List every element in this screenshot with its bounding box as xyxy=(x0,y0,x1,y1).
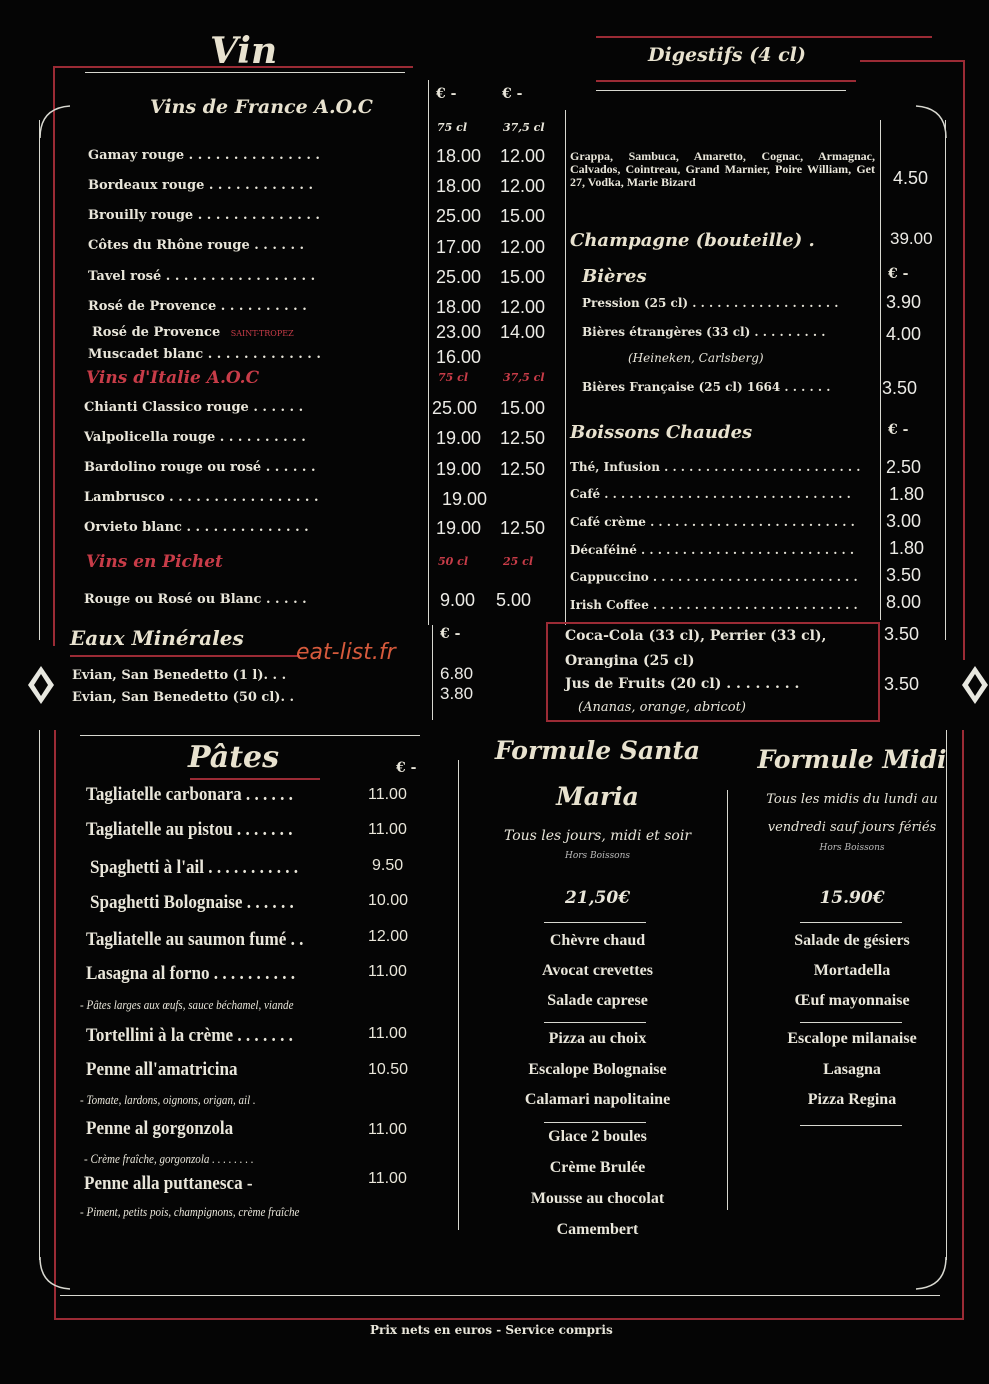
biere-name: Pression (25 cl) . . . . . . . . . . . . . . . . . . xyxy=(582,296,839,310)
diamond-ornament-icon xyxy=(26,664,56,706)
formule-midi-entree: Mortadella xyxy=(813,962,891,979)
pate-name: Tortellini à la crème . . . . . . . xyxy=(86,1025,293,1046)
biere-note: (Heineken, Carlsberg) xyxy=(628,351,764,365)
champagne-title: Champagne (bouteille) . xyxy=(570,230,815,251)
wine-name: Chianti Classico rouge . . . . . . xyxy=(84,400,304,415)
formule-santa-subtitle: Tous les jours, midi et soir xyxy=(503,828,692,844)
formule-santa-price: 21,50€ xyxy=(564,888,631,908)
softs-line1: Coca-Cola (33 cl), Perrier (33 cl), xyxy=(565,628,827,644)
formule-santa-entree: Chèvre chaud xyxy=(549,932,646,949)
pate-description: - Tomate, lardons, oignons, origan, ail . xyxy=(80,1092,256,1107)
wine-price-37: 15.00 xyxy=(500,398,546,418)
pichet-col-50: 50 cl xyxy=(438,555,469,568)
pate-description: - Crème fraîche, gorgonzola . . . . . . . . xyxy=(84,1151,254,1166)
chaude-price: 3.50 xyxy=(886,565,922,585)
bieres-currency: € - xyxy=(888,266,909,282)
formule-midi-plat: Escalope milanaise xyxy=(787,1030,917,1047)
pate-price: 11.00 xyxy=(368,1170,407,1187)
pate-name: Penne alla puttanesca - xyxy=(84,1173,253,1194)
softs-line3: Jus de Fruits (20 cl) . . . . . . . . xyxy=(565,676,800,692)
formule-santa-dessert: Camembert xyxy=(556,1221,639,1238)
wine-price-37: 12.00 xyxy=(500,146,546,166)
eau-price: 3.80 xyxy=(440,684,474,703)
pate-price: 11.00 xyxy=(368,1025,407,1042)
pate-description: - Piment, petits pois, champignons, crème fraîche xyxy=(80,1204,300,1219)
chaude-name: Thé, Infusion . . . . . . . . . . . . . . . . . . . . . . . . xyxy=(570,460,861,474)
wine-price-75: 18.00 xyxy=(436,146,482,166)
wine-price-75: 23.00 xyxy=(436,322,482,342)
wine-name: Tavel rosé . . . . . . . . . . . . . . . . . xyxy=(88,269,316,284)
wine-price-37: 12.00 xyxy=(500,297,546,317)
pate-price: 11.00 xyxy=(368,1121,407,1138)
wine-price-75: 16.00 xyxy=(436,347,482,367)
wine-price-37: 15.00 xyxy=(500,267,546,287)
chaude-price: 2.50 xyxy=(886,457,922,477)
wine-name: Muscadet blanc . . . . . . . . . . . . . xyxy=(88,347,321,362)
pate-name: Penne al gorgonzola xyxy=(86,1118,234,1139)
corner-flourish-icon xyxy=(912,100,952,140)
wine-price-75: 18.00 xyxy=(436,176,482,196)
chaude-name: Café crème . . . . . . . . . . . . . . . . . . . . . . . . . xyxy=(570,515,855,529)
pate-price: 11.00 xyxy=(368,963,407,980)
formule-midi-subtitle-2: vendredi sauf jours fériés xyxy=(767,820,937,835)
italie-title: Vins d'Italie A.O.C xyxy=(86,368,260,388)
pate-price: 12.00 xyxy=(368,928,409,945)
chaude-name: Irish Coffee . . . . . . . . . . . . . . . . . . . . . . . . . xyxy=(570,598,858,612)
wine-price-75: 17.00 xyxy=(436,237,482,257)
biere-name: Bières étrangères (33 cl) . . . . . . . . . xyxy=(582,325,826,339)
wine-name: Valpolicella rouge . . . . . . . . . . xyxy=(84,430,306,445)
chaude-price: 1.80 xyxy=(889,538,925,558)
pate-name: Tagliatelle au saumon fumé . . xyxy=(86,929,304,950)
france-title: Vins de France A.O.C xyxy=(150,96,373,118)
formule-santa-plat: Calamari napolitaine xyxy=(524,1091,671,1108)
chaudes-title: Boissons Chaudes xyxy=(570,422,753,443)
pate-name: Lasagna al forno . . . . . . . . . . xyxy=(86,963,296,984)
formule-midi-subtitle-1: Tous les midis du lundi au xyxy=(766,792,938,807)
watermark: eat-list.fr xyxy=(296,640,396,665)
wine-price-37: 14.00 xyxy=(500,322,546,342)
formule-santa-title-1: Formule Santa xyxy=(494,736,701,765)
wine-price-75: 19.00 xyxy=(436,428,482,448)
pate-description: - Pâtes larges aux œufs, sauce béchamel, viande xyxy=(80,997,294,1012)
wine-price-75: 25.00 xyxy=(432,398,478,418)
wine-price-37: 12.00 xyxy=(500,176,546,196)
wine-price-75: 18.00 xyxy=(436,297,482,317)
wine-name-suffix: SAINT-TROPEZ xyxy=(230,329,294,338)
biere-price: 4.00 xyxy=(886,324,922,344)
footer-note: Prix nets en euros - Service compris xyxy=(370,1323,613,1337)
formule-santa-dessert: Glace 2 boules xyxy=(548,1128,647,1145)
chaude-name: Décaféiné . . . . . . . . . . . . . . . . . . . . . . . . . . xyxy=(570,543,855,557)
pates-currency: € - xyxy=(396,760,417,776)
eaux-currency: € - xyxy=(440,626,461,642)
wine-name xyxy=(92,325,294,340)
wine-price-75: 25.00 xyxy=(436,206,482,226)
wine-price-75: 25.00 xyxy=(436,267,482,287)
col-75: 75 cl xyxy=(437,121,468,134)
wine-name: Bordeaux rouge . . . . . . . . . . . . xyxy=(88,178,313,193)
formule-midi-entree: Salade de gésiers xyxy=(794,932,910,949)
pates-title: Pâtes xyxy=(188,740,280,775)
wine-price-37: 15.00 xyxy=(500,206,546,226)
formule-santa-entree: Avocat crevettes xyxy=(542,962,653,979)
wine-name: Côtes du Rhône rouge . . . . . . xyxy=(88,238,305,253)
corner-flourish-icon xyxy=(36,1255,76,1295)
formule-midi-price: 15.90€ xyxy=(819,888,885,908)
wine-name: Bardolino rouge ou rosé . . . . . . xyxy=(84,460,316,475)
formule-santa-plat: Pizza au choix xyxy=(548,1030,647,1047)
col-37: 37,5 cl xyxy=(503,121,545,134)
formule-santa-dessert: Mousse au chocolat xyxy=(530,1190,665,1207)
chaudes-currency: € - xyxy=(888,422,909,438)
chaude-name: Cappuccino . . . . . . . . . . . . . . . . . . . . . . . . . xyxy=(570,570,858,584)
italie-col-75: 75 cl xyxy=(438,371,469,384)
diamond-ornament-icon xyxy=(960,664,989,706)
wine-price-37: 12.00 xyxy=(500,237,546,257)
wine-price-75: 19.00 xyxy=(436,459,482,479)
formule-santa-dessert: Crème Brulée xyxy=(549,1159,646,1176)
pichet-name: Rouge ou Rosé ou Blanc . . . . . xyxy=(84,592,307,607)
wine-price-37: 12.50 xyxy=(500,428,546,448)
wine-name-text: Rosé de Provence xyxy=(92,325,221,340)
pate-price: 10.00 xyxy=(368,892,409,909)
formule-santa-hors: Hors Boissons xyxy=(564,851,631,861)
softs-line3-price: 3.50 xyxy=(884,674,920,694)
wine-name: Brouilly rouge . . . . . . . . . . . . . . xyxy=(88,208,320,223)
wine-price-37: 12.50 xyxy=(500,459,546,479)
eau-name: Evian, San Benedetto (1 l). . . xyxy=(72,668,287,683)
pate-name: Penne all'amatricina xyxy=(86,1059,238,1080)
pate-name: Spaghetti Bolognaise . . . . . . xyxy=(90,892,294,913)
digestifs-text: Grappa, Sambuca, Amaretto, Cognac, Armagnac, Calvados, Cointreau, Grand Marnier, Poire William, Get 27, Vodka, Marie Bizard xyxy=(570,149,875,189)
formule-midi-plat: Pizza Regina xyxy=(807,1091,897,1108)
champagne-price: 39.00 xyxy=(890,229,933,248)
pichet-title: Vins en Pichet xyxy=(86,552,223,572)
biere-name: Bières Française (25 cl) 1664 . . . . . . xyxy=(582,380,831,394)
eaux-title: Eaux Minérales xyxy=(70,626,244,650)
chaude-price: 8.00 xyxy=(886,592,922,612)
pate-name: Spaghetti à l'ail . . . . . . . . . . . xyxy=(90,857,299,878)
bieres-title: Bières xyxy=(582,266,647,287)
chaude-name: Café . . . . . . . . . . . . . . . . . . . . . . . . . . . . . . xyxy=(570,487,851,501)
italie-col-37: 37,5 cl xyxy=(503,371,545,384)
softs-line1-price: 3.50 xyxy=(884,624,920,644)
biere-price: 3.50 xyxy=(882,378,918,398)
formule-midi-title: Formule Midi xyxy=(757,745,947,774)
wine-name: Lambrusco . . . . . . . . . . . . . . . . . xyxy=(84,490,319,505)
corner-flourish-icon xyxy=(912,1255,952,1295)
formule-midi-entree: Œuf mayonnaise xyxy=(794,992,910,1009)
pichet-price-50: 9.00 xyxy=(440,590,476,610)
vin-currency: € - xyxy=(436,86,457,102)
pate-name: Tagliatelle carbonara . . . . . . xyxy=(86,784,293,805)
wine-price-75: 19.00 xyxy=(436,518,482,538)
formule-santa-entree: Salade caprese xyxy=(547,992,648,1009)
biere-price: 3.90 xyxy=(886,292,922,312)
softs-line4: (Ananas, orange, abricot) xyxy=(578,700,746,715)
wine-name: Orvieto blanc . . . . . . . . . . . . . . xyxy=(84,520,309,535)
pate-price: 11.00 xyxy=(368,821,407,838)
eau-price: 6.80 xyxy=(440,664,474,683)
wine-price-37: 12.50 xyxy=(500,518,546,538)
formule-midi-hors: Hors Boissons xyxy=(819,843,885,853)
pichet-price-25: 5.00 xyxy=(496,590,532,610)
formule-midi-plat: Lasagna xyxy=(823,1061,881,1078)
digestifs-title: Digestifs (4 cl) xyxy=(648,44,806,66)
wine-name: Gamay rouge . . . . . . . . . . . . . . . xyxy=(88,148,320,163)
pate-name: Tagliatelle au pistou . . . . . . . xyxy=(86,819,293,840)
pichet-col-25: 25 cl xyxy=(503,555,534,568)
formule-santa-plat: Escalope Bolognaise xyxy=(528,1061,667,1078)
wine-name: Rosé de Provence . . . . . . . . . . xyxy=(88,299,307,314)
digestifs-price: 4.50 xyxy=(893,168,929,188)
pate-price: 11.00 xyxy=(368,786,407,803)
formule-santa-title-2: Maria xyxy=(556,782,639,811)
softs-line2: Orangina (25 cl) xyxy=(565,653,695,669)
chaude-price: 1.80 xyxy=(889,484,925,504)
eau-name: Evian, San Benedetto (50 cl). . xyxy=(72,690,295,705)
pate-price: 9.50 xyxy=(372,857,404,874)
chaude-price: 3.00 xyxy=(886,511,922,531)
pate-price: 10.50 xyxy=(368,1061,409,1078)
wine-price-75: 19.00 xyxy=(442,489,488,509)
vin-currency-2: € - xyxy=(502,86,523,102)
vin-title: Vin xyxy=(210,30,278,72)
corner-flourish-icon xyxy=(36,100,76,140)
